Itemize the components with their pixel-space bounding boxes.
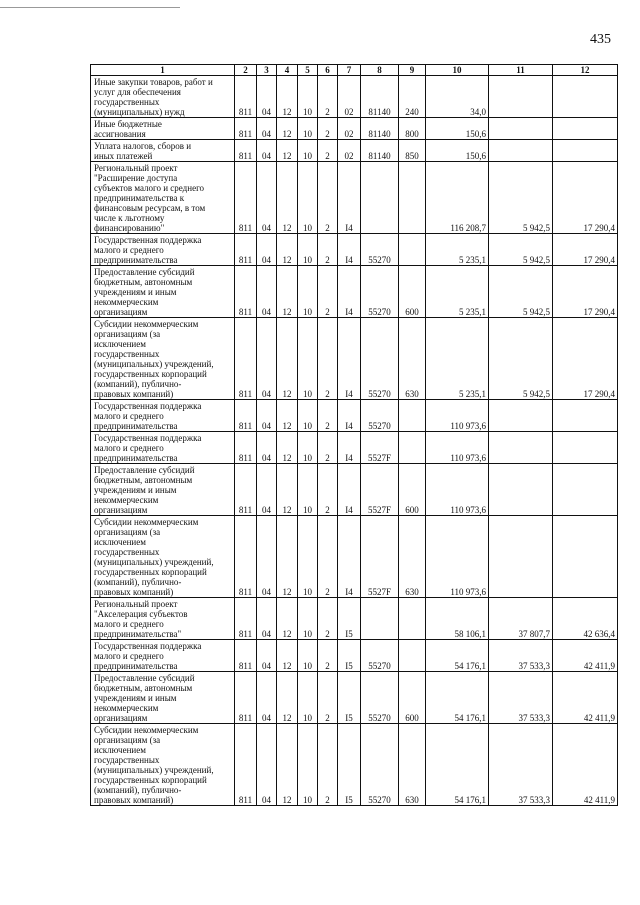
cell-expense-code: 55270 [361,266,399,318]
cell-subprogram: 2 [318,640,338,672]
table-row [91,432,618,464]
row-description: Иные бюджетные ассигнования [91,118,235,140]
cell-subsection: 12 [277,640,298,672]
cell-ministry-code: 811 [235,516,257,598]
cell-ministry-code: 811 [235,76,257,118]
cell-amount-year1: 58 106,1 [426,598,489,640]
row-description: Иные закупки товаров, работ и услуг для обеспечения государственных (муниципальных) нужд [91,76,235,118]
cell-amount-year3 [553,76,618,118]
cell-amount-year2 [489,118,553,140]
row-description: Государственная поддержка малого и среднего предпринимательства [91,432,235,464]
row-description: Субсидии некоммерческим организациям (за исключением государственных (муниципальных) учреждений, государственных корпораций (компаний), публично- правовых компаний) [91,724,235,806]
cell-project: I5 [338,724,361,806]
header-cell: 12 [553,65,618,76]
page-number: 435 [590,32,611,47]
cell-type-code [399,234,426,266]
row-description: Предоставление субсидий бюджетным, автономным учреждениям и иным некоммерческим организациям [91,266,235,318]
cell-amount-year3 [553,516,618,598]
cell-amount-year1: 34,0 [426,76,489,118]
cell-amount-year3 [553,400,618,432]
cell-subsection: 12 [277,318,298,400]
header-cell: 3 [257,65,277,76]
row-description: Субсидии некоммерческим организациям (за исключением государственных (муниципальных) учреждений, государственных корпораций (компаний), публично- правовых компаний) [91,318,235,400]
cell-amount-year1: 150,6 [426,140,489,162]
cell-expense-code [361,162,399,234]
cell-program: 10 [298,234,318,266]
cell-type-code [399,640,426,672]
cell-amount-year3 [553,140,618,162]
cell-amount-year2: 5 942,5 [489,318,553,400]
cell-amount-year2: 37 533,3 [489,724,553,806]
row-description: Региональный проект "Акселерация субъектов малого и среднего предпринимательства" [91,598,235,640]
cell-subsection: 12 [277,400,298,432]
cell-amount-year3: 17 290,4 [553,318,618,400]
cell-amount-year2: 37 533,3 [489,640,553,672]
cell-amount-year2 [489,76,553,118]
cell-subsection: 12 [277,672,298,724]
cell-section: 04 [257,672,277,724]
cell-amount-year1: 54 176,1 [426,640,489,672]
cell-amount-year1: 116 208,7 [426,162,489,234]
cell-amount-year2: 5 942,5 [489,266,553,318]
cell-amount-year3: 17 290,4 [553,266,618,318]
cell-amount-year3: 17 290,4 [553,162,618,234]
cell-type-code [399,432,426,464]
header-cell: 1 [91,65,235,76]
cell-amount-year1: 5 235,1 [426,318,489,400]
table-row [91,724,618,806]
cell-project: 02 [338,76,361,118]
header-cell: 11 [489,65,553,76]
cell-section: 04 [257,724,277,806]
cell-expense-code [361,598,399,640]
cell-project: I5 [338,640,361,672]
cell-subsection: 12 [277,516,298,598]
header-row [91,65,618,76]
cell-expense-code: 81140 [361,140,399,162]
cell-program: 10 [298,464,318,516]
header-cell: 5 [298,65,318,76]
cell-project: I4 [338,234,361,266]
cell-expense-code: 5527F [361,516,399,598]
cell-expense-code: 55270 [361,234,399,266]
cell-section: 04 [257,598,277,640]
row-description: Государственная поддержка малого и среднего предпринимательства [91,640,235,672]
cell-subsection: 12 [277,598,298,640]
cell-program: 10 [298,76,318,118]
cell-amount-year3 [553,432,618,464]
cell-amount-year2 [489,516,553,598]
cell-section: 04 [257,640,277,672]
cell-amount-year2: 37 807,7 [489,598,553,640]
cell-ministry-code: 811 [235,162,257,234]
cell-type-code: 630 [399,516,426,598]
cell-amount-year1: 110 973,6 [426,400,489,432]
cell-program: 10 [298,598,318,640]
cell-type-code: 600 [399,464,426,516]
cell-amount-year3: 42 411,9 [553,672,618,724]
cell-section: 04 [257,140,277,162]
cell-section: 04 [257,76,277,118]
cell-program: 10 [298,400,318,432]
cell-section: 04 [257,266,277,318]
cell-subsection: 12 [277,118,298,140]
cell-subprogram: 2 [318,76,338,118]
table-row [91,234,618,266]
cell-section: 04 [257,118,277,140]
cell-program: 10 [298,724,318,806]
cell-project: 02 [338,118,361,140]
cell-ministry-code: 811 [235,318,257,400]
top-rule [0,7,180,8]
cell-section: 04 [257,516,277,598]
cell-program: 10 [298,672,318,724]
row-description: Уплата налогов, сборов и иных платежей [91,140,235,162]
table-row [91,140,618,162]
cell-amount-year1: 110 973,6 [426,464,489,516]
table-row [91,640,618,672]
cell-amount-year2 [489,400,553,432]
table-row [91,400,618,432]
cell-ministry-code: 811 [235,266,257,318]
cell-amount-year2 [489,432,553,464]
cell-amount-year3 [553,118,618,140]
cell-subsection: 12 [277,140,298,162]
row-description: Государственная поддержка малого и среднего предпринимательства [91,400,235,432]
header-cell: 7 [338,65,361,76]
table-row [91,464,618,516]
cell-amount-year2: 5 942,5 [489,162,553,234]
cell-type-code: 240 [399,76,426,118]
header-cell: 2 [235,65,257,76]
header-cell: 10 [426,65,489,76]
cell-program: 10 [298,162,318,234]
cell-amount-year3: 42 411,9 [553,724,618,806]
cell-amount-year1: 5 235,1 [426,234,489,266]
cell-section: 04 [257,400,277,432]
cell-subsection: 12 [277,464,298,516]
row-description: Государственная поддержка малого и среднего предпринимательства [91,234,235,266]
cell-ministry-code: 811 [235,672,257,724]
cell-subprogram: 2 [318,118,338,140]
cell-amount-year1: 54 176,1 [426,672,489,724]
cell-amount-year3: 42 411,9 [553,640,618,672]
cell-subsection: 12 [277,266,298,318]
cell-subprogram: 2 [318,266,338,318]
cell-ministry-code: 811 [235,118,257,140]
cell-subsection: 12 [277,724,298,806]
cell-amount-year3: 42 636,4 [553,598,618,640]
cell-amount-year1: 110 973,6 [426,432,489,464]
cell-ministry-code: 811 [235,724,257,806]
cell-project: I4 [338,266,361,318]
cell-expense-code: 55270 [361,724,399,806]
cell-amount-year1: 110 973,6 [426,516,489,598]
cell-subprogram: 2 [318,598,338,640]
cell-type-code [399,400,426,432]
cell-program: 10 [298,140,318,162]
cell-expense-code: 5527F [361,464,399,516]
cell-project: I4 [338,464,361,516]
row-description: Предоставление субсидий бюджетным, автономным учреждениям и иным некоммерческим организациям [91,464,235,516]
cell-project: I4 [338,432,361,464]
cell-subsection: 12 [277,432,298,464]
row-description: Предоставление субсидий бюджетным, автономным учреждениям и иным некоммерческим организациям [91,672,235,724]
cell-expense-code: 81140 [361,76,399,118]
cell-subsection: 12 [277,234,298,266]
cell-ministry-code: 811 [235,598,257,640]
cell-type-code [399,598,426,640]
header-cell: 6 [318,65,338,76]
cell-type-code: 600 [399,672,426,724]
cell-project: I5 [338,598,361,640]
cell-amount-year2: 5 942,5 [489,234,553,266]
cell-expense-code: 55270 [361,640,399,672]
cell-type-code: 800 [399,118,426,140]
cell-project: I4 [338,516,361,598]
cell-program: 10 [298,318,318,400]
cell-subprogram: 2 [318,234,338,266]
cell-section: 04 [257,162,277,234]
table-row [91,266,618,318]
cell-subprogram: 2 [318,400,338,432]
table-row [91,516,618,598]
cell-project: I4 [338,318,361,400]
cell-program: 10 [298,266,318,318]
row-description: Субсидии некоммерческим организациям (за исключением государственных (муниципальных) учреждений, государственных корпораций (компаний), публично- правовых компаний) [91,516,235,598]
table-row [91,118,618,140]
cell-program: 10 [298,118,318,140]
cell-type-code: 600 [399,266,426,318]
cell-program: 10 [298,516,318,598]
cell-expense-code: 81140 [361,118,399,140]
cell-amount-year1: 5 235,1 [426,266,489,318]
cell-section: 04 [257,464,277,516]
cell-ministry-code: 811 [235,464,257,516]
cell-subprogram: 2 [318,432,338,464]
cell-project: I4 [338,400,361,432]
cell-amount-year2 [489,464,553,516]
cell-ministry-code: 811 [235,234,257,266]
cell-type-code: 850 [399,140,426,162]
cell-ministry-code: 811 [235,640,257,672]
cell-expense-code: 55270 [361,672,399,724]
cell-type-code: 630 [399,318,426,400]
cell-expense-code: 55270 [361,400,399,432]
header-cell: 8 [361,65,399,76]
header-cell: 4 [277,65,298,76]
cell-project: I4 [338,162,361,234]
cell-type-code [399,162,426,234]
cell-expense-code: 5527F [361,432,399,464]
cell-project: 02 [338,140,361,162]
cell-program: 10 [298,432,318,464]
cell-subsection: 12 [277,162,298,234]
cell-subprogram: 2 [318,140,338,162]
table-row [91,672,618,724]
table-row [91,318,618,400]
cell-amount-year1: 54 176,1 [426,724,489,806]
cell-section: 04 [257,432,277,464]
cell-ministry-code: 811 [235,400,257,432]
budget-table [90,64,618,806]
cell-subprogram: 2 [318,724,338,806]
row-description: Региональный проект "Расширение доступа субъектов малого и среднего предпринимательства к финансовым ресурсам, в том числе к льготному финансированию" [91,162,235,234]
cell-amount-year1: 150,6 [426,118,489,140]
cell-subprogram: 2 [318,464,338,516]
cell-subprogram: 2 [318,516,338,598]
cell-program: 10 [298,640,318,672]
cell-amount-year2: 37 533,3 [489,672,553,724]
cell-ministry-code: 811 [235,140,257,162]
cell-type-code: 630 [399,724,426,806]
cell-ministry-code: 811 [235,432,257,464]
cell-project: I5 [338,672,361,724]
cell-section: 04 [257,234,277,266]
table-row [91,162,618,234]
table-row [91,598,618,640]
cell-amount-year2 [489,140,553,162]
cell-subprogram: 2 [318,672,338,724]
cell-subprogram: 2 [318,318,338,400]
cell-amount-year3: 17 290,4 [553,234,618,266]
cell-amount-year3 [553,464,618,516]
cell-subprogram: 2 [318,162,338,234]
header-cell: 9 [399,65,426,76]
cell-subsection: 12 [277,76,298,118]
table-row [91,76,618,118]
cell-section: 04 [257,318,277,400]
cell-expense-code: 55270 [361,318,399,400]
